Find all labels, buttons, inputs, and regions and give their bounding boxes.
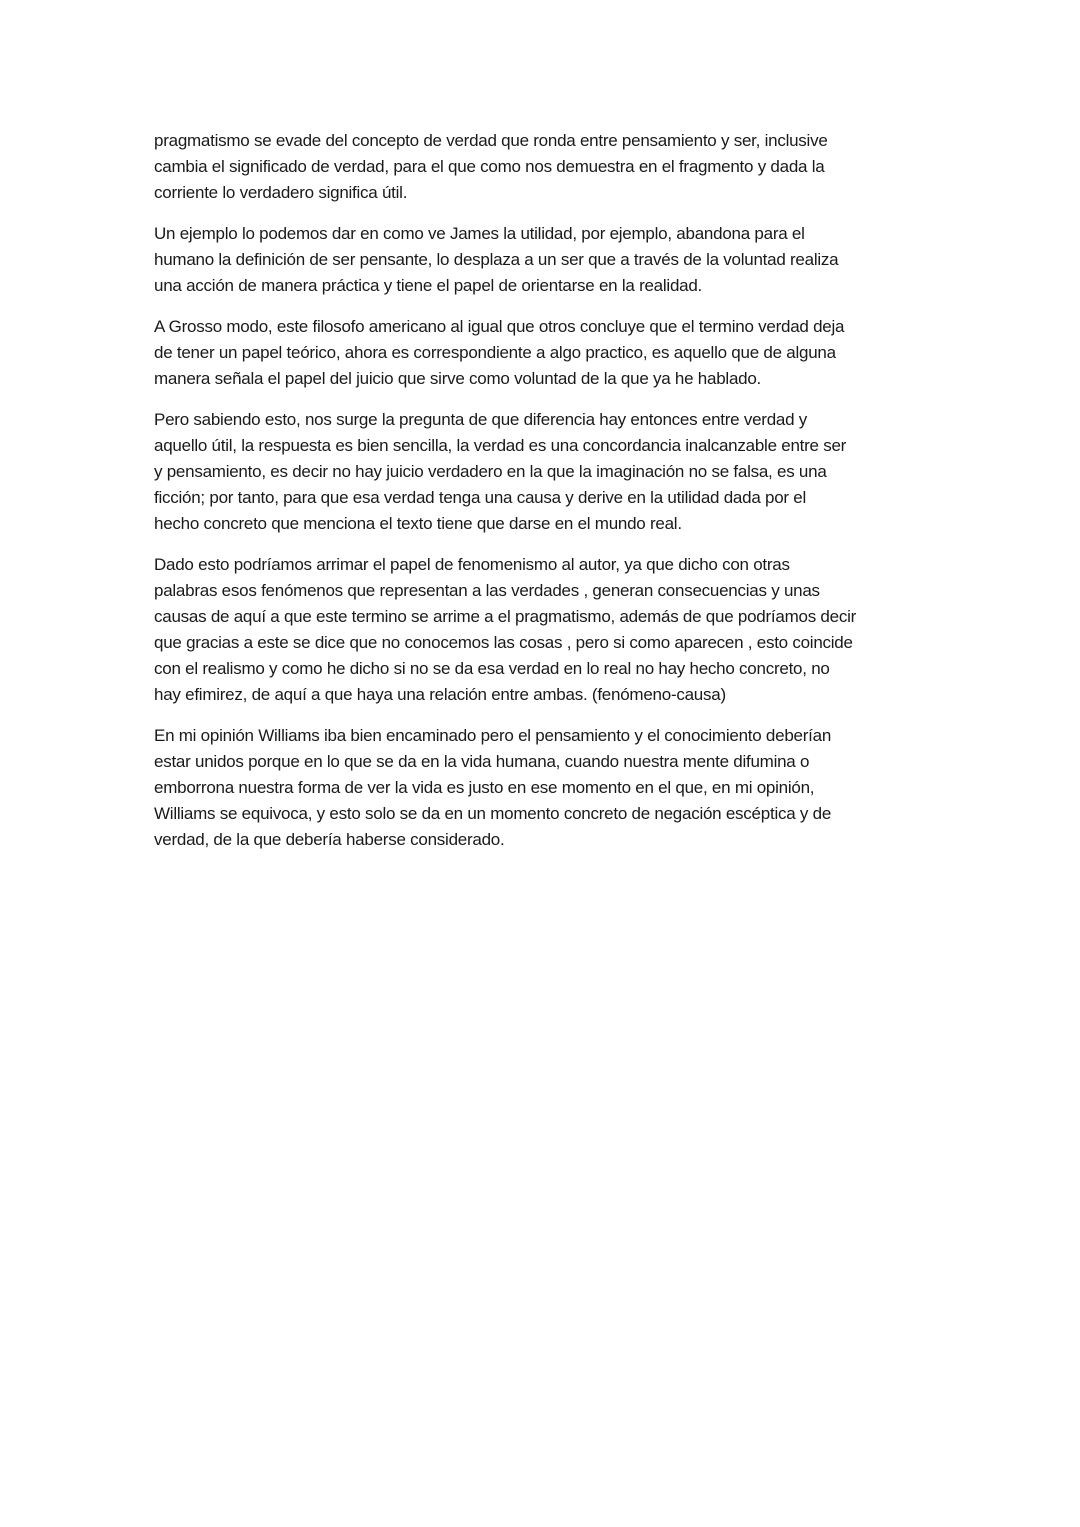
paragraph [154, 723, 944, 853]
text-line: palabras esos fenómenos que representan a las verdades , generan consecuencias y unas [154, 581, 820, 600]
text-line: estar unidos porque en lo que se da en la vida humana, cuando nuestra mente difumina o [154, 752, 810, 771]
paragraph [154, 221, 944, 299]
text-line: verdad, de la que debería haberse considerado. [154, 830, 505, 849]
text-line: aquello útil, la respuesta es bien sencilla, la verdad es una concordancia inalcanzable entre ser [154, 436, 847, 455]
text-line: causas de aquí a que este termino se arrime a el pragmatismo, además de que podríamos decir [154, 607, 857, 626]
text-line: Un ejemplo lo podemos dar en como ve James la utilidad, por ejemplo, abandona para el [154, 224, 805, 243]
text-line: cambia el significado de verdad, para el que como nos demuestra en el fragmento y dada la [154, 157, 825, 176]
text-line: hay efimirez, de aquí a que haya una relación entre ambas. (fenómeno-causa) [154, 685, 726, 704]
text-line: con el realismo y como he dicho si no se da esa verdad en lo real no hay hecho concreto, no [154, 659, 830, 678]
text-line: pragmatismo se evade del concepto de verdad que ronda entre pensamiento y ser, inclusive [154, 131, 828, 150]
text-line: manera señala el papel del juicio que sirve como voluntad de la que ya he hablado. [154, 369, 762, 388]
text-line: corriente lo verdadero significa útil. [154, 183, 408, 202]
text-line: A Grosso modo, este filosofo americano al igual que otros concluye que el termino verdad deja [154, 317, 845, 336]
text-line: Dado esto podríamos arrimar el papel de fenomenismo al autor, ya que dicho con otras [154, 555, 790, 574]
text-line: una acción de manera práctica y tiene el papel de orientarse en la realidad. [154, 276, 703, 295]
text-line: emborrona nuestra forma de ver la vida es justo en ese momento en el que, en mi opinión, [154, 778, 815, 797]
text-line: de tener un papel teórico, ahora es correspondiente a algo practico, es aquello que de alguna [154, 343, 836, 362]
text-line: Pero sabiendo esto, nos surge la pregunta de que diferencia hay entonces entre verdad y [154, 410, 808, 429]
text-line: y pensamiento, es decir no hay juicio verdadero en la que la imaginación no se falsa, es una [154, 462, 827, 481]
paragraph [154, 128, 944, 206]
text-line: En mi opinión Williams iba bien encaminado pero el pensamiento y el conocimiento deberían [154, 726, 832, 745]
text-line: hecho concreto que menciona el texto tiene que darse en el mundo real. [154, 514, 682, 533]
paragraph [154, 552, 944, 708]
text-line: humano la definición de ser pensante, lo desplaza a un ser que a través de la voluntad realiza [154, 250, 839, 269]
text-line: Williams se equivoca, y esto solo se da en un momento concreto de negación escéptica y de [154, 804, 832, 823]
paragraph [154, 407, 944, 537]
paragraph [154, 314, 944, 392]
document-page [154, 128, 944, 853]
text-line: ficción; por tanto, para que esa verdad tenga una causa y derive en la utilidad dada por el [154, 488, 807, 507]
text-line: que gracias a este se dice que no conocemos las cosas , pero si como aparecen , esto coincide [154, 633, 853, 652]
